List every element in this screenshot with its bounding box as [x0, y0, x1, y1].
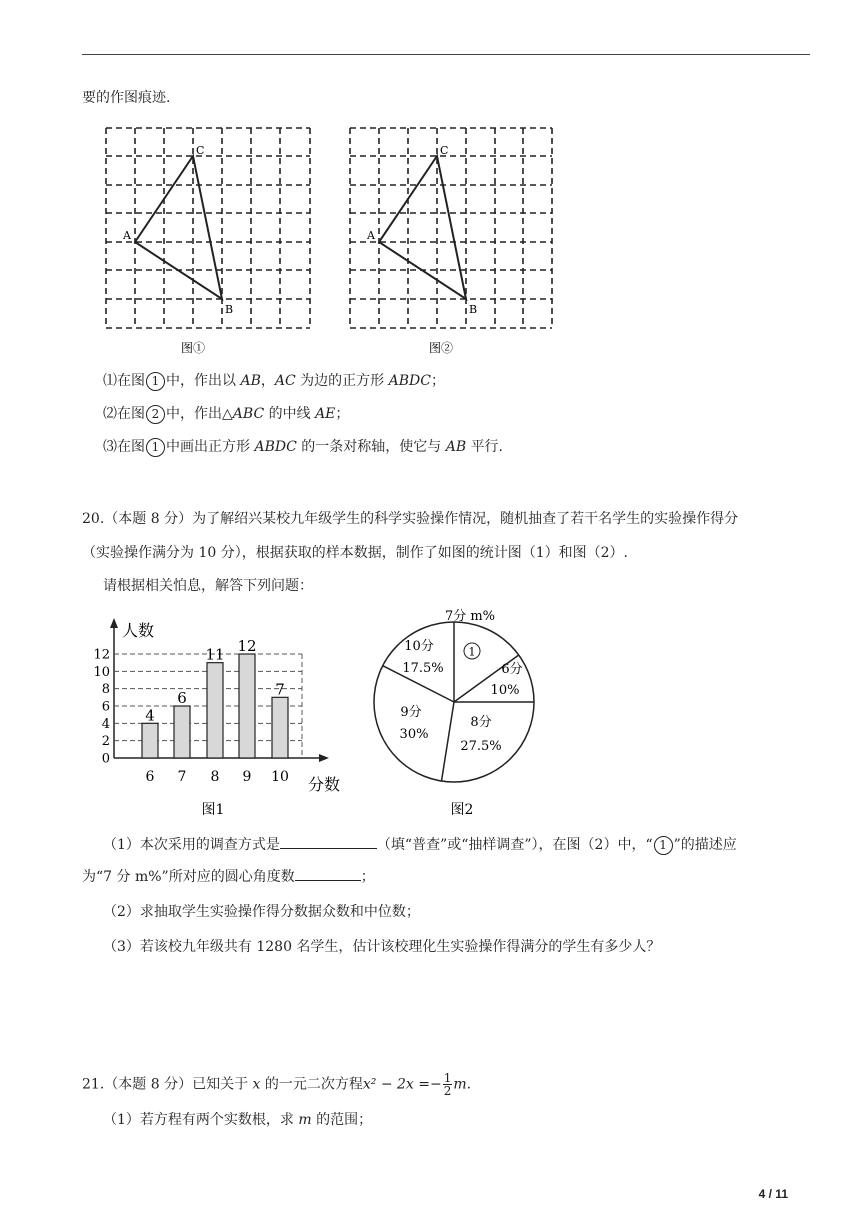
y-axis — [110, 618, 118, 758]
q20-question-3: （3）若该校九年级共有 1280 名学生，估计该校理化生实验操作得满分的学生有多少人？ — [103, 939, 661, 955]
pie-chart — [366, 602, 556, 824]
y-tick-label: 2 — [101, 734, 110, 750]
slice-label-8: 8分 — [470, 715, 492, 730]
slice-inner-number: 1 — [468, 645, 476, 659]
bar-value-label: 12 — [237, 637, 257, 655]
chart-caption: 图2 — [450, 802, 474, 818]
x-tick-label: 10 — [271, 769, 289, 785]
label-c: C — [440, 144, 449, 157]
slice-pct-10: 17.5% — [402, 661, 444, 676]
label-b: B — [225, 303, 234, 316]
bar-8 — [207, 663, 223, 758]
circled-number: 2 — [146, 405, 165, 424]
slice-pct-8: 27.5% — [460, 739, 502, 754]
q19-part-3: ⑶在图 1 中画出正方形 ABDC 的一条对称轴，使它与 AB 平行. — [103, 439, 504, 455]
y-tick-label: 6 — [101, 699, 110, 715]
q19-part-2: ⑵在图 2 中，作出△ABC 的中线 AE； — [103, 406, 350, 422]
fraction-one-half: $\frac{1}{2}$ — [443, 1071, 452, 1098]
bar-10 — [272, 697, 288, 758]
q20-line-3: 请根据相关怕息，解答下列问题： — [103, 578, 313, 594]
grid-figure-1 — [98, 118, 320, 358]
circled-number: 1 — [146, 372, 165, 391]
label-a: A — [367, 229, 375, 242]
bar-7 — [174, 706, 190, 758]
x-tick-label: 7 — [177, 769, 187, 785]
slice-pct-9: 30% — [399, 727, 429, 742]
bar-value-label: 4 — [145, 706, 155, 725]
label-a: A — [123, 229, 131, 242]
slice-pct-6: 10% — [490, 683, 520, 698]
figure-caption: 图① — [180, 341, 206, 355]
q21-line-1: 21.（本题 8 分）已知关于 x 的一元二次方程x² − 2x =− $\frac{1}{2}$ m. — [82, 1071, 472, 1098]
answer-blank-2[interactable] — [295, 866, 361, 881]
bar-9 — [239, 654, 255, 758]
y-tick-label: 10 — [93, 664, 110, 680]
bar-value-label: 6 — [177, 689, 187, 707]
bar-value-label: 7 — [275, 680, 285, 699]
bar-6 — [142, 723, 158, 758]
y-tick-label: 0 — [101, 751, 110, 767]
y-axis-label: 人数 — [122, 621, 155, 640]
triangle-abc — [379, 156, 466, 299]
slice-label-6: 6分 — [501, 662, 523, 677]
circled-number: 1 — [146, 438, 165, 457]
triangle-abc — [135, 156, 222, 299]
slice-label-7: 7分 m% — [444, 609, 496, 624]
q21-part-1: （1）若方程有两个实数根，求 m 的范围； — [103, 1112, 373, 1128]
x-axis-label: 分数 — [308, 775, 341, 794]
y-tick-label: 4 — [101, 716, 110, 732]
x-tick-label: 6 — [145, 769, 155, 785]
q20-question-1a: （1）本次采用的调查方式是 （填“普查”或“抽样调查”），在图（2）中，“ 1 ”的描述应 — [103, 834, 737, 855]
figure-caption: 图② — [428, 341, 454, 355]
label-b: B — [469, 303, 478, 316]
page-number: 4 / 11 — [758, 1187, 788, 1201]
slice-label-9: 9分 — [400, 705, 422, 720]
q19-part-1: ⑴在图 1 中，作出以 AB，AC 为边的正方形 ABDC； — [103, 373, 445, 389]
x-tick-label: 9 — [242, 769, 252, 785]
answer-blank-1[interactable] — [280, 834, 377, 849]
bar-value-label: 11 — [205, 645, 225, 664]
q20-question-1b: 为“7 分 m%”所对应的圆心角度数 ； — [82, 866, 375, 887]
q20-question-2: （2）求抽取学生实验操作得分数据众数和中位数； — [103, 904, 420, 920]
q20-line-1: 20.（本题 8 分）为了解绍兴某校九年级学生的科学实验操作情况，随机抽查了若干名学生的实验操作得分 — [82, 511, 739, 527]
header-rule — [82, 54, 810, 55]
slice-label-10: 10分 — [404, 639, 434, 654]
bar-chart — [93, 612, 366, 824]
grid-figure-2 — [342, 118, 564, 358]
y-tick-label: 8 — [101, 682, 110, 698]
chart-caption: 图1 — [201, 802, 225, 818]
label-c: C — [196, 144, 205, 157]
intro-line: 要的作图痕迹. — [82, 90, 171, 106]
q20-line-2: （实验操作满分为 10 分），根据获取的样本数据，制作了如图的统计图（1）和图（2）. — [82, 545, 628, 561]
y-tick-label: 12 — [93, 647, 110, 663]
circled-number: 1 — [654, 836, 673, 855]
x-tick-label: 8 — [210, 769, 220, 785]
